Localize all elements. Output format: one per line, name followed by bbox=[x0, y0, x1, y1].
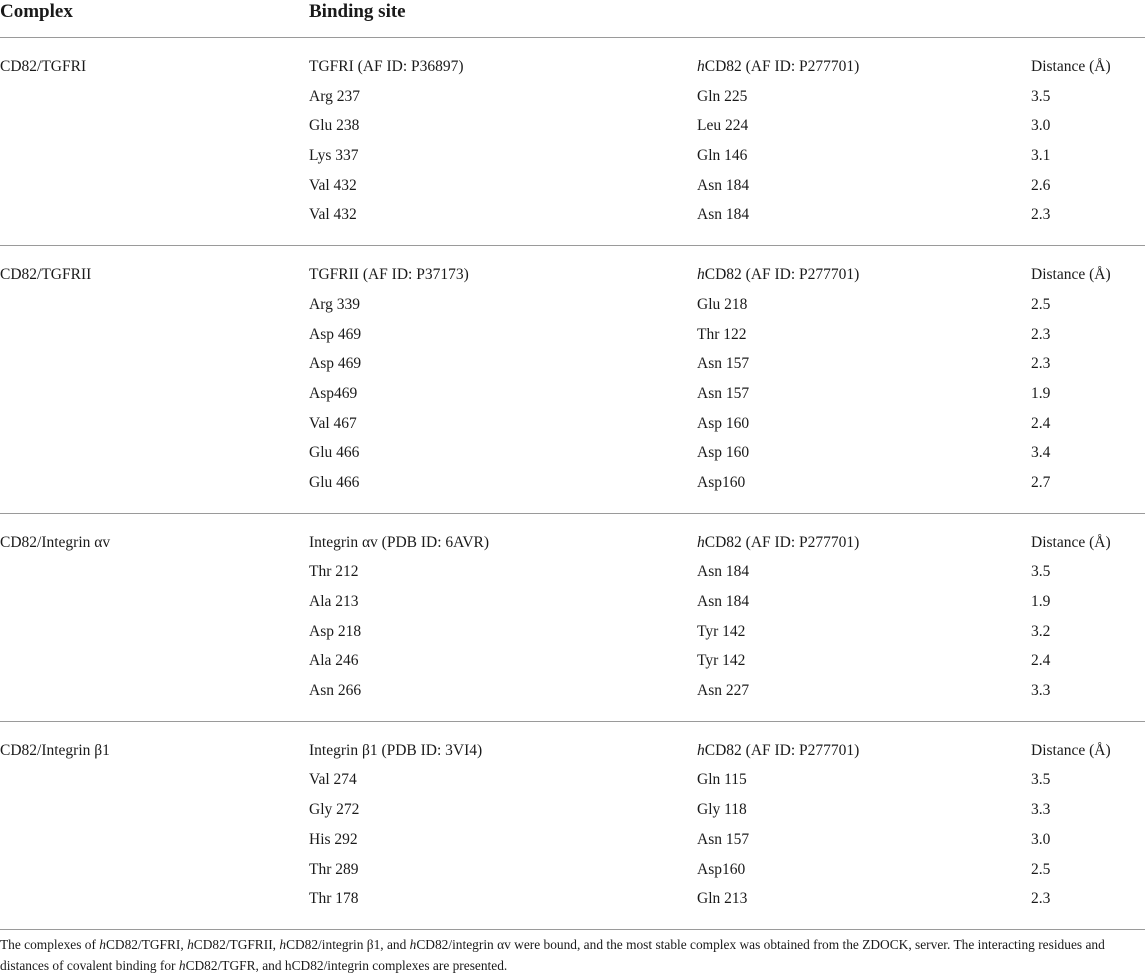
table-row bbox=[0, 202, 1145, 232]
table-row bbox=[0, 322, 1145, 352]
distance-value: 3.0 bbox=[1031, 830, 1051, 848]
cd82-label: CD82 (AF ID: P277701) bbox=[704, 58, 860, 75]
partner-residue: Val 432 bbox=[309, 206, 357, 224]
partner-residue: Glu 238 bbox=[309, 117, 360, 135]
cd82-header bbox=[697, 265, 859, 285]
cd82-header bbox=[697, 741, 859, 761]
footnote-text: The complexes of bbox=[0, 937, 100, 952]
cd82-label: CD82 (AF ID: P277701) bbox=[704, 266, 860, 284]
distance-header: Distance (Å) bbox=[1031, 58, 1111, 75]
cd82-residue: Gln 115 bbox=[697, 771, 747, 789]
group-header-row bbox=[0, 530, 1145, 560]
cd82-residue: Glu 218 bbox=[697, 295, 748, 313]
table-row bbox=[0, 827, 1145, 857]
partner-residue: Asp469 bbox=[309, 384, 358, 402]
cd82-header bbox=[697, 57, 859, 77]
cd82-residue: Gln 146 bbox=[697, 147, 748, 165]
cd82-header bbox=[697, 533, 859, 553]
distance-value: 3.1 bbox=[1031, 147, 1051, 165]
complex-group bbox=[0, 38, 1145, 246]
table-row bbox=[0, 678, 1145, 708]
header-complex: Complex bbox=[0, 1, 73, 22]
cd82-residue: Asn 227 bbox=[697, 682, 750, 700]
partner-residue: Thr 289 bbox=[309, 860, 359, 878]
partner-residue: Arg 237 bbox=[309, 87, 360, 105]
complex-name: CD82/TGFRII bbox=[0, 266, 92, 284]
partner-residue: Val 432 bbox=[309, 176, 357, 194]
distance-header: Distance (Å) bbox=[1031, 533, 1111, 551]
footnote-italic: h bbox=[187, 937, 194, 952]
cd82-residue: Gly 118 bbox=[697, 801, 747, 819]
partner-residue: Gly 272 bbox=[309, 801, 360, 819]
cd82-label: CD82 (AF ID: P277701) bbox=[704, 533, 860, 551]
partner-residue: Lys 337 bbox=[309, 147, 359, 165]
partner-protein-header: TGFRI (AF ID: P36897) bbox=[309, 58, 464, 75]
footnote-text: CD82/TGFR, and hCD82/integrin complexes are presented. bbox=[185, 958, 508, 973]
partner-residue: Ala 246 bbox=[309, 652, 359, 670]
partner-residue: Arg 339 bbox=[309, 295, 360, 313]
group-header-row bbox=[0, 738, 1145, 768]
distance-value: 2.7 bbox=[1031, 473, 1051, 491]
cd82-residue: Asn 184 bbox=[697, 206, 750, 224]
cd82-residue: Asp 160 bbox=[697, 414, 750, 432]
table-row bbox=[0, 440, 1145, 470]
table-row bbox=[0, 559, 1145, 589]
partner-residue: Asp 218 bbox=[309, 622, 362, 640]
partner-residue: His 292 bbox=[309, 830, 358, 848]
distance-value: 2.3 bbox=[1031, 325, 1051, 343]
cd82-residue: Asn 184 bbox=[697, 593, 750, 610]
partner-residue: Asp 469 bbox=[309, 355, 362, 373]
distance-value: 1.9 bbox=[1031, 384, 1051, 402]
table-row bbox=[0, 113, 1145, 143]
distance-value: 3.5 bbox=[1031, 87, 1051, 105]
footnote-italic: h bbox=[409, 937, 417, 952]
cd82-residue: Tyr 142 bbox=[697, 622, 746, 640]
cd82-residue: Asn 157 bbox=[697, 384, 750, 402]
cd82-residue: Asn 157 bbox=[697, 355, 750, 373]
complex-name: CD82/Integrin αv bbox=[0, 533, 111, 551]
distance-value: 3.3 bbox=[1031, 801, 1051, 819]
partner-protein-header: Integrin β1 (PDB ID: 3VI4) bbox=[309, 741, 483, 759]
distance-header: Distance (Å) bbox=[1031, 266, 1111, 284]
distance-value: 2.4 bbox=[1031, 414, 1051, 432]
distance-value: 2.5 bbox=[1031, 295, 1051, 313]
partner-residue: Asp 469 bbox=[309, 325, 362, 343]
cd82-residue: Asp160 bbox=[697, 860, 746, 878]
footnote-italic: h bbox=[279, 937, 287, 952]
table-header bbox=[0, 0, 1145, 38]
table-row bbox=[0, 143, 1145, 173]
cd82-prefix: h bbox=[697, 741, 705, 759]
table-row bbox=[0, 411, 1145, 441]
cd82-prefix: h bbox=[697, 58, 705, 75]
cd82-residue: Asp 160 bbox=[697, 444, 750, 462]
partner-protein-header: TGFRII (AF ID: P37173) bbox=[309, 266, 469, 284]
table-row bbox=[0, 857, 1145, 887]
footnote-text: CD82/TGFRI, bbox=[105, 937, 188, 952]
distance-value: 3.5 bbox=[1031, 563, 1051, 581]
partner-residue: Val 274 bbox=[309, 771, 357, 789]
table-row bbox=[0, 797, 1145, 827]
complex-group bbox=[0, 514, 1145, 722]
partner-protein-header: Integrin αv (PDB ID: 6AVR) bbox=[309, 533, 490, 551]
table-row bbox=[0, 381, 1145, 411]
cd82-residue: Leu 224 bbox=[697, 117, 749, 135]
distance-value: 3.3 bbox=[1031, 682, 1051, 700]
header-binding-site: Binding site bbox=[309, 1, 406, 22]
complex-group bbox=[0, 722, 1145, 930]
distance-value: 3.5 bbox=[1031, 771, 1051, 789]
table-row bbox=[0, 619, 1145, 649]
cd82-residue: Thr 122 bbox=[697, 325, 747, 343]
table-row bbox=[0, 351, 1145, 381]
distance-value: 2.3 bbox=[1031, 206, 1051, 224]
cd82-residue: Asp160 bbox=[697, 473, 746, 491]
distance-value: 2.6 bbox=[1031, 176, 1051, 194]
partner-residue: Thr 178 bbox=[309, 890, 359, 908]
cd82-residue: Asn 184 bbox=[697, 563, 750, 581]
footnote-text: CD82/integrin αv were bound, and the most stable complex was obtained from the ZDOCK, server. The interacting residues and distances of covalent binding for bbox=[0, 937, 1105, 973]
distance-value: 2.4 bbox=[1031, 652, 1051, 670]
group-header-row bbox=[0, 54, 1145, 84]
cd82-residue: Asn 157 bbox=[697, 830, 750, 848]
distance-value: 3.4 bbox=[1031, 444, 1051, 462]
footnote-italic: h bbox=[178, 958, 186, 973]
table-row bbox=[0, 886, 1145, 916]
partner-residue: Ala 213 bbox=[309, 593, 359, 610]
distance-header: Distance (Å) bbox=[1031, 741, 1111, 759]
cd82-residue: Tyr 142 bbox=[697, 652, 746, 670]
table-row bbox=[0, 173, 1145, 203]
distance-value: 2.3 bbox=[1031, 355, 1051, 373]
table-row bbox=[0, 292, 1145, 322]
partner-residue: Asn 266 bbox=[309, 682, 362, 700]
footnote-text: CD82/integrin β1, and bbox=[286, 937, 410, 952]
complex-name: CD82/Integrin β1 bbox=[0, 741, 110, 759]
distance-value: 1.9 bbox=[1031, 593, 1051, 610]
partner-residue: Thr 212 bbox=[309, 563, 359, 581]
partner-residue: Val 467 bbox=[309, 414, 357, 432]
distance-value: 3.0 bbox=[1031, 117, 1051, 135]
table-body bbox=[0, 38, 1145, 930]
cd82-prefix: h bbox=[697, 266, 705, 284]
complex-group bbox=[0, 246, 1145, 514]
partner-residue: Glu 466 bbox=[309, 473, 360, 491]
table-footnote bbox=[0, 934, 1140, 976]
group-header-row bbox=[0, 262, 1145, 292]
cd82-residue: Gln 225 bbox=[697, 87, 748, 105]
cd82-residue: Asn 184 bbox=[697, 176, 750, 194]
footnote-italic: h bbox=[99, 937, 106, 952]
distance-value: 3.2 bbox=[1031, 622, 1051, 640]
table-row bbox=[0, 84, 1145, 114]
cd82-residue: Gln 213 bbox=[697, 890, 748, 908]
table-row bbox=[0, 470, 1145, 500]
table-row bbox=[0, 767, 1145, 797]
distance-value: 2.5 bbox=[1031, 860, 1051, 878]
partner-residue: Glu 466 bbox=[309, 444, 360, 462]
table-row bbox=[0, 589, 1145, 619]
cd82-label: CD82 (AF ID: P277701) bbox=[704, 741, 860, 759]
cd82-prefix: h bbox=[697, 533, 705, 551]
complex-name: CD82/TGFRI bbox=[0, 58, 87, 75]
table-row bbox=[0, 648, 1145, 678]
footnote-text: CD82/TGFRII, bbox=[193, 937, 280, 952]
distance-value: 2.3 bbox=[1031, 890, 1051, 908]
